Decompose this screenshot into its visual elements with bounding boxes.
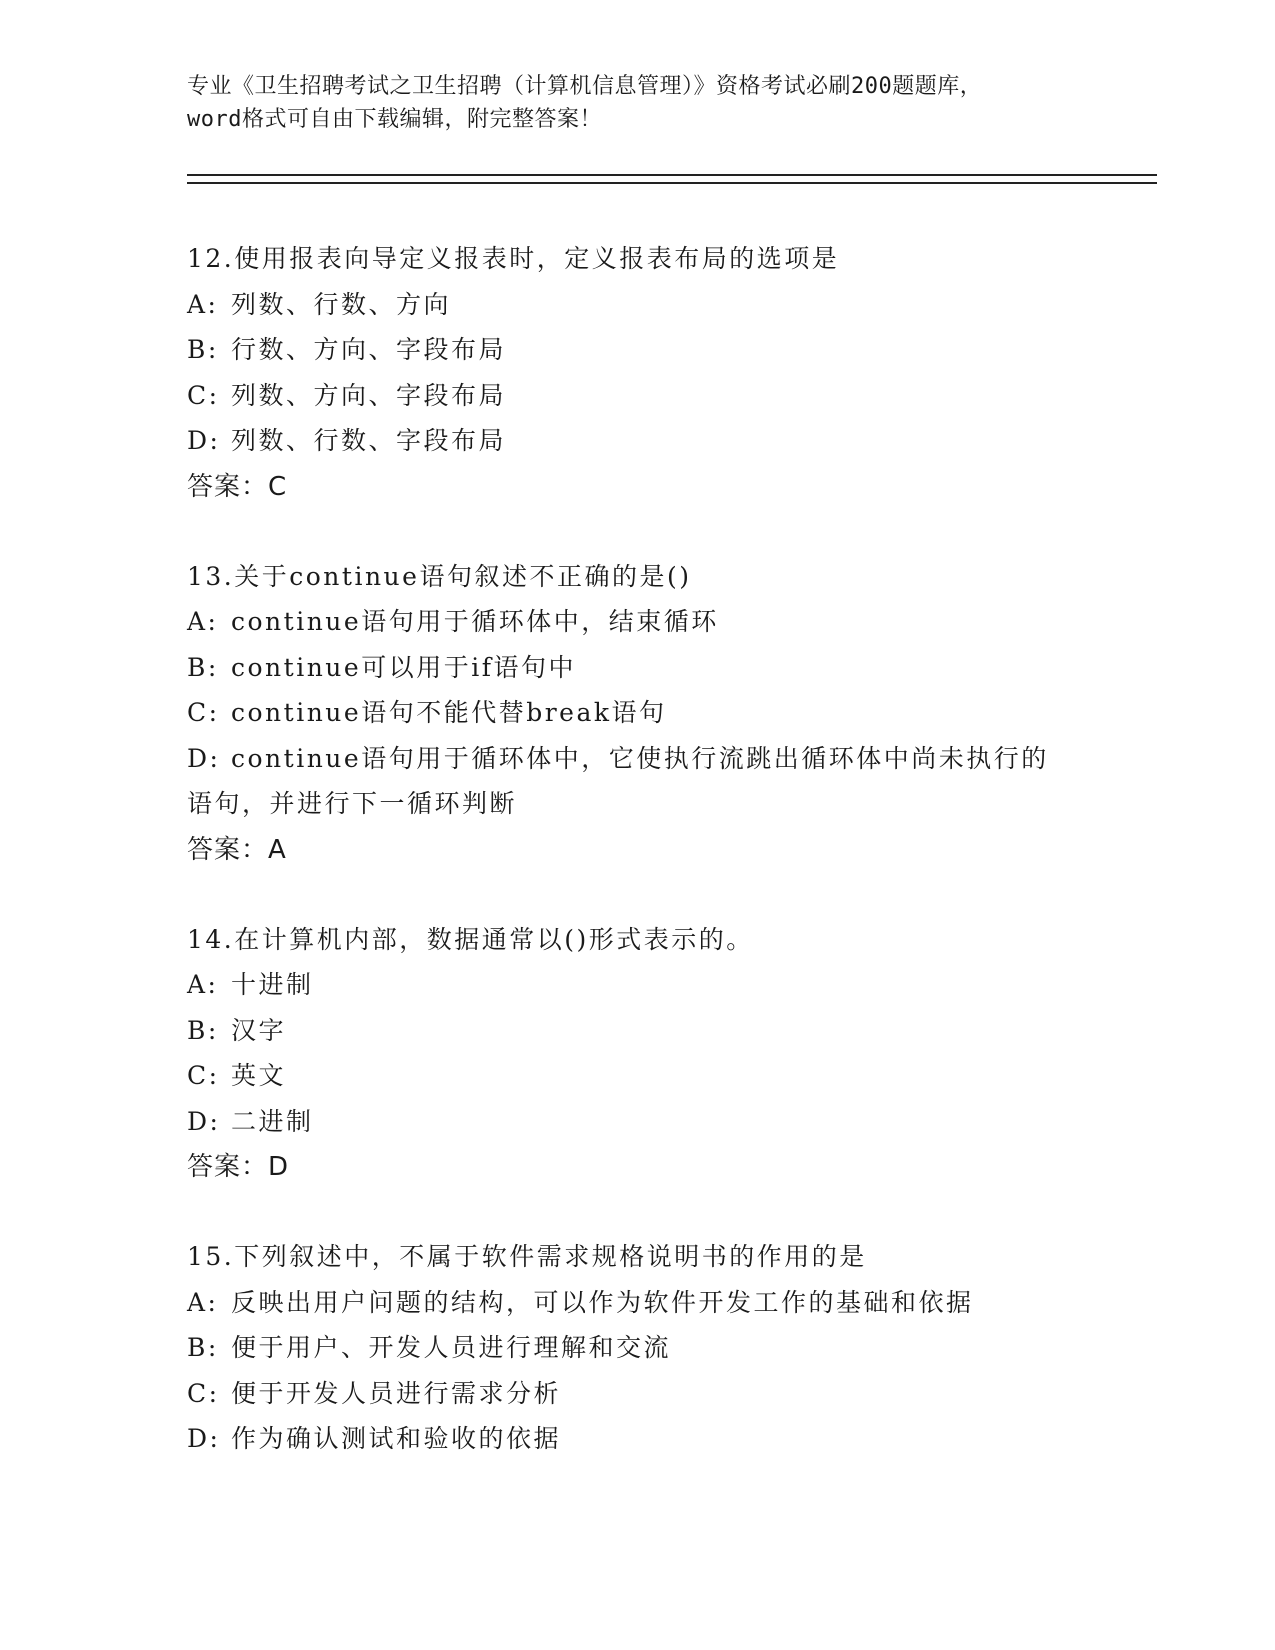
header-line-2: word格式可自由下载编辑，附完整答案！ [187, 107, 602, 132]
option-letter: B: [187, 1333, 219, 1362]
answer-line: 答案：C [187, 471, 288, 502]
option-d [187, 1099, 1147, 1145]
question-15 [187, 1234, 1147, 1462]
option-text: 列数、方向、字段布局 [231, 380, 507, 410]
question-13 [187, 554, 1147, 873]
option-d-continuation: 语句，并进行下一循环判断 [187, 789, 518, 818]
option-text: 便于开发人员进行需求分析 [231, 1378, 562, 1408]
option-text: 便于用户、开发人员进行理解和交流 [231, 1333, 672, 1362]
question-stem: 15.下列叙述中，不属于软件需求规格说明书的作用的是 [187, 1242, 867, 1271]
option-letter: C: [187, 698, 220, 727]
option-letter: B: [187, 335, 219, 364]
header-line-1: 专业《卫生招聘考试之卫生招聘（计算机信息管理）》资格考试必刷200题题库， [187, 74, 983, 99]
option-letter: C: [187, 1378, 220, 1408]
option-text: continue可以用于if语句中 [231, 652, 576, 682]
question-list [187, 236, 1147, 1462]
option-text: 列数、行数、字段布局 [231, 426, 507, 455]
option-a [187, 599, 1147, 645]
option-text: 列数、行数、方向 [231, 289, 452, 319]
option-letter: D: [187, 1424, 221, 1453]
option-letter: B: [187, 1015, 219, 1045]
option-d [187, 418, 1147, 464]
question-stem: 12.使用报表向导定义报表时，定义报表布局的选项是 [187, 244, 840, 273]
option-b [187, 327, 1147, 373]
document-header [187, 70, 1147, 136]
option-text: 二进制 [231, 1106, 314, 1136]
option-text: 汉字 [231, 1015, 287, 1045]
option-c [187, 1371, 1147, 1417]
option-letter: B: [187, 652, 219, 682]
option-c [187, 373, 1147, 419]
option-b [187, 1008, 1147, 1054]
answer-line: 答案：A [187, 834, 287, 865]
option-text: 作为确认测试和验收的依据 [231, 1424, 562, 1453]
question-14 [187, 917, 1147, 1191]
option-d [187, 1416, 1147, 1462]
option-text: 反映出用户问题的结构，可以作为软件开发工作的基础和依据 [231, 1287, 974, 1317]
option-text: continue语句用于循环体中，结束循环 [231, 607, 719, 636]
question-12 [187, 236, 1147, 510]
document-page [187, 70, 1147, 1506]
header-double-rule [187, 174, 1157, 184]
option-letter: A: [187, 1287, 219, 1317]
option-letter: D: [187, 1106, 221, 1136]
option-text: 英文 [231, 1061, 287, 1090]
option-letter: A: [187, 607, 219, 636]
option-b [187, 645, 1147, 691]
option-b [187, 1325, 1147, 1371]
answer-line: 答案：D [187, 1152, 290, 1182]
option-a [187, 962, 1147, 1008]
option-c [187, 690, 1147, 736]
question-stem: 14.在计算机内部，数据通常以()形式表示的。 [187, 924, 754, 954]
option-a [187, 282, 1147, 328]
option-text: 十进制 [231, 970, 314, 999]
option-d [187, 736, 1147, 782]
option-c [187, 1053, 1147, 1099]
option-letter: D: [187, 743, 221, 773]
option-text: 行数、方向、字段布局 [231, 335, 507, 364]
option-letter: C: [187, 380, 220, 410]
option-letter: C: [187, 1061, 220, 1090]
option-letter: A: [187, 289, 219, 319]
option-letter: A: [187, 970, 219, 999]
option-a [187, 1280, 1147, 1326]
option-letter: D: [187, 426, 221, 455]
question-stem: 13.关于continue语句叙述不正确的是() [187, 561, 692, 591]
option-text: continue语句不能代替break语句 [231, 698, 667, 727]
option-text: continue语句用于循环体中，它使执行流跳出循环体中尚未执行的 [231, 743, 1049, 773]
